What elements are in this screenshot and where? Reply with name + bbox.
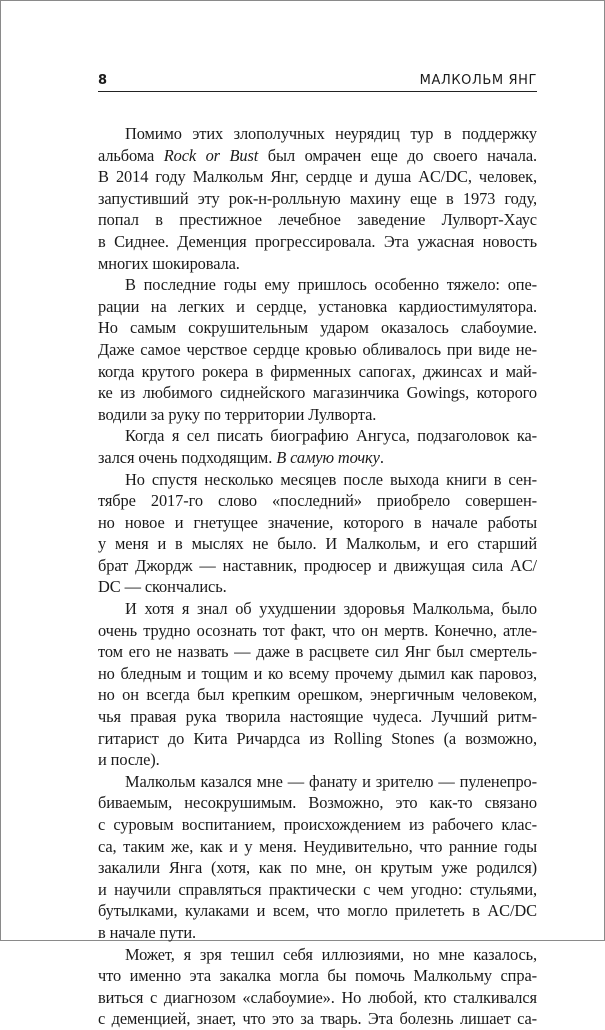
text-segment: но новое и гнетущее значение, которого в начале работы (98, 512, 537, 532)
running-head (98, 69, 537, 92)
text-line (98, 555, 537, 577)
text-line (98, 684, 537, 706)
italic-text: Rock or Bust (163, 145, 259, 165)
text-segment: с суровым воспитанием, происхождением из рабочего клас- (98, 815, 537, 834)
text-segment: ке из любимого сиднейского магазинчика Gowings, которого (98, 383, 537, 403)
text-segment: что именно эта закалка могла бы помочь Малкольму спра- (98, 966, 537, 986)
paragraph (98, 944, 537, 1030)
text-line (98, 447, 537, 469)
text-line (98, 900, 537, 922)
italic-text: В самую точку (276, 447, 380, 467)
text-segment: биваемым, несокрушимым. Возможно, это как-то связано (98, 793, 537, 813)
text-line (98, 188, 537, 210)
text-line (98, 728, 537, 750)
paragraph (98, 598, 537, 771)
text-segment: В последние годы ему пришлось особенно тяжело: опе- (125, 275, 537, 295)
text-segment: том его не назвать — даже в расцвете сил Янг был смертель- (98, 642, 537, 662)
text-segment: с деменцией, знает, что это за тварь. Эта болезнь лишает са- (98, 1009, 537, 1029)
text-line (98, 512, 537, 534)
text-segment: закалили Янга (хотя, как по мне, он крутым уже родился) (98, 858, 537, 878)
text-segment: В 2014 году Малкольм Янг, сердце и душа AC/DC, человек, (98, 167, 537, 187)
text-line (98, 339, 537, 361)
text-line (98, 145, 537, 167)
text-segment: многих шокировала. (98, 253, 240, 273)
text-line (98, 987, 537, 1009)
text-segment: в Сиднее. Деменция прогрессировала. Эта ужасная новость (98, 231, 537, 251)
text-line (98, 749, 537, 771)
text-line (98, 857, 537, 879)
text-line (98, 965, 537, 987)
text-line (98, 771, 537, 793)
running-head-title: МАЛКОЛЬМ ЯНГ (419, 73, 537, 88)
text-segment: виться с диагнозом «слабоумие». Но любой, кто сталкивался (98, 987, 537, 1007)
text-line (98, 598, 537, 620)
text-line (98, 1008, 537, 1030)
text-line (98, 533, 537, 555)
text-line (98, 166, 537, 188)
text-line (98, 490, 537, 512)
text-segment: водили за руку по территории Лулворта. (98, 404, 377, 424)
text-segment: был омрачен еще до своего начала. (258, 145, 537, 165)
text-line (98, 792, 537, 814)
text-segment: запустивший эту рок-н-ролльную махину еще в 1973 году, (98, 188, 537, 208)
text-segment: чья правая рука творила настоящие чудеса. Лучший ритм- (98, 707, 537, 727)
text-segment: но бледным и тощим и ко всему прочему дымил как паровоз, (98, 663, 537, 683)
text-line (98, 944, 537, 966)
text-line (98, 231, 537, 253)
text-segment: зался очень подходящим. (98, 447, 277, 467)
text-line (98, 404, 537, 426)
paragraph (98, 123, 537, 274)
text-segment: Даже самое черствое сердце кровью обливалось при виде не- (98, 339, 537, 359)
text-line (98, 836, 537, 858)
text-line (98, 296, 537, 318)
text-segment: Может, я зря тешил себя иллюзиями, но мне казалось, (125, 944, 537, 964)
text-segment: . (379, 447, 384, 467)
paragraph (98, 771, 537, 944)
text-line (98, 706, 537, 728)
text-segment: и научили справляться практически с чем угодно: стульями, (98, 879, 537, 899)
text-segment: альбома (98, 145, 164, 165)
paragraph (98, 469, 537, 599)
text-line (98, 209, 537, 231)
paragraph (98, 274, 537, 425)
text-segment: у меня и в мыслях не было. И Малкольм, и его старший (98, 534, 537, 554)
text-segment: в начале пути. (98, 922, 197, 942)
text-segment: и после). (98, 750, 160, 770)
page-number: 8 (98, 73, 108, 88)
text-line (98, 620, 537, 642)
text-line (98, 469, 537, 491)
text-line (98, 253, 537, 275)
text-line (98, 814, 537, 836)
text-line (98, 641, 537, 663)
text-segment: когда крутого рокера в фирменных сапогах, джинсах и май- (98, 361, 537, 381)
text-segment: но он всегда был крепким орешком, энергичным человеком, (98, 685, 537, 705)
text-segment: са, таким же, как и у меня. Неудивительно, что ранние годы (98, 836, 537, 856)
text-segment: рации на легких и сердце, установка кардиостимулятора. (98, 296, 537, 316)
text-line (98, 576, 537, 598)
text-segment: И хотя я знал об ухудшении здоровья Малкольма, было (125, 599, 537, 619)
text-line (98, 663, 537, 685)
text-segment: попал в престижное лечебное заведение Лулворт-Хаус (98, 210, 537, 230)
text-line (98, 425, 537, 447)
paragraph (98, 425, 537, 468)
text-segment: тябре 2017-го слово «последний» приобрело совершен- (98, 491, 537, 511)
text-line (98, 274, 537, 296)
text-segment: DC — скончались. (98, 577, 227, 597)
text-segment: гитарист до Кита Ричардса из Rolling Stones (а возможно, (98, 728, 537, 748)
text-line (98, 922, 537, 944)
text-line (98, 879, 537, 901)
text-line (98, 382, 537, 404)
text-segment: Но самым сокрушительным ударом оказалось слабоумие. (98, 318, 537, 338)
text-segment: бутылками, кулаками и всем, что могло прилететь в AC/DC (98, 901, 537, 921)
text-segment: очень трудно осознать тот факт, что он мертв. Конечно, атле- (98, 620, 537, 640)
text-line (98, 361, 537, 383)
text-segment: Когда я сел писать биографию Ангуса, подзаголовок ка- (125, 426, 537, 446)
text-segment: брат Джордж — наставник, продюсер и движущая сила AC/ (98, 555, 537, 575)
text-line (98, 123, 537, 145)
text-line (98, 317, 537, 339)
body-text (98, 123, 537, 1030)
text-segment: Малкольм казался мне — фанату и зрителю — пуленепро- (125, 771, 537, 791)
text-segment: Но спустя несколько месяцев после выхода книги в сен- (125, 469, 537, 489)
text-segment: Помимо этих злополучных неурядиц тур в поддержку (125, 124, 537, 143)
